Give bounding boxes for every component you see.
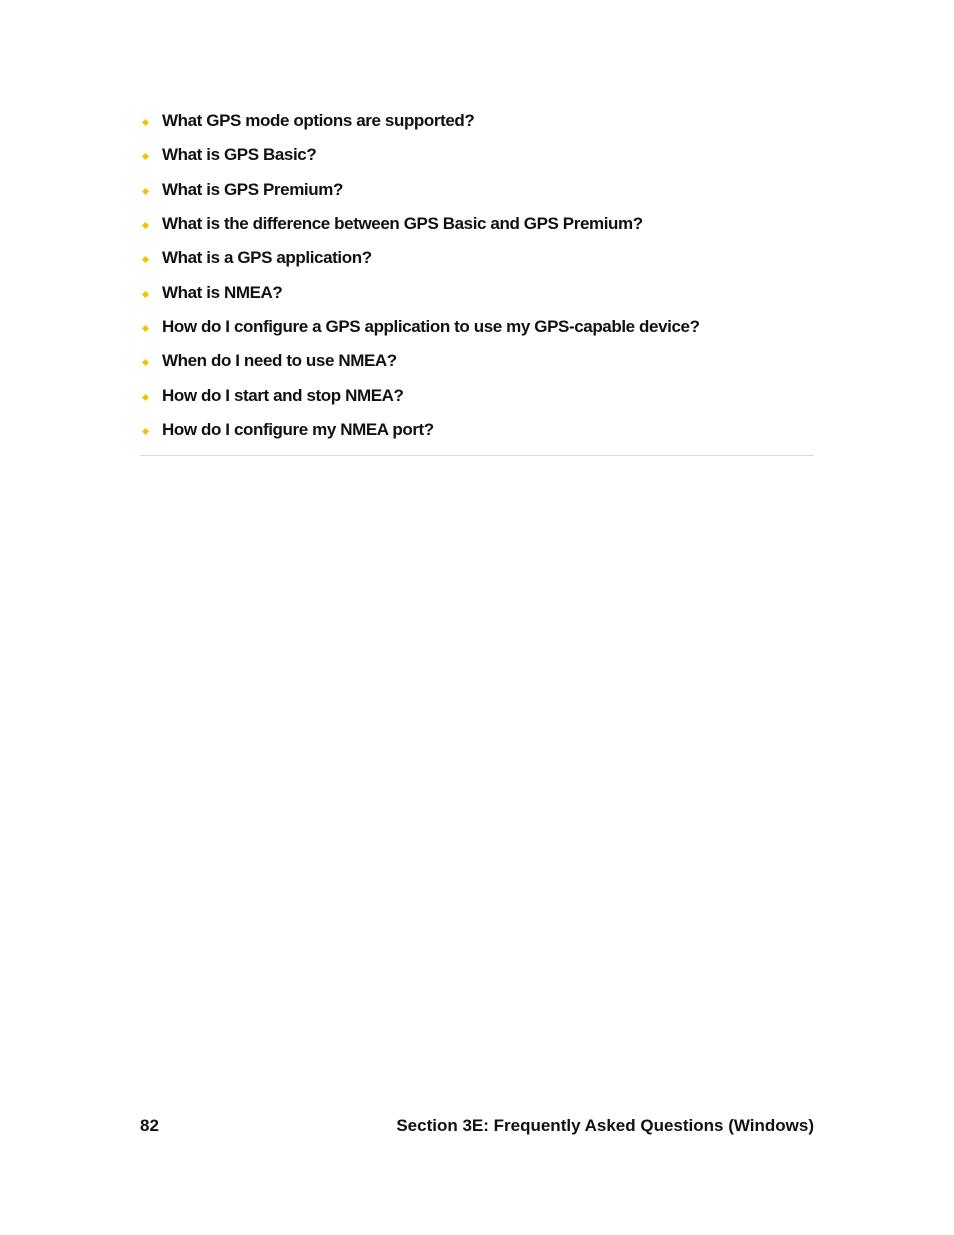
faq-item[interactable] [140,344,814,378]
diamond-bullet-icon [142,291,149,298]
faq-question-text: What GPS mode options are supported? [162,111,475,131]
faq-question-text: What is GPS Premium? [162,179,343,199]
diamond-bullet-icon [142,222,149,229]
faq-question-text: How do I configure my NMEA port? [162,419,434,439]
faq-item[interactable] [140,378,814,412]
faq-question-text: What is the difference between GPS Basic and GPS Premium? [162,214,643,234]
diamond-bullet-icon [142,325,149,332]
page-number: 82 [140,1116,159,1135]
faq-item[interactable] [140,413,814,447]
faq-item[interactable] [140,173,814,207]
faq-question-text: What is a GPS application? [162,248,372,268]
diamond-bullet-icon [142,393,149,400]
faq-item[interactable] [140,310,814,344]
section-divider [140,455,814,456]
faq-item[interactable] [140,138,814,172]
faq-question-list [140,104,814,447]
faq-question-text: What is NMEA? [162,282,283,302]
faq-item[interactable] [140,104,814,138]
faq-question-text: How do I start and stop NMEA? [162,385,404,405]
diamond-bullet-icon [142,188,149,195]
faq-question-text: How do I configure a GPS application to use my GPS-capable device? [162,316,700,336]
diamond-bullet-icon [142,359,149,366]
faq-question-text: What is GPS Basic? [162,145,317,165]
faq-item[interactable] [140,207,814,241]
diamond-bullet-icon [142,428,149,435]
diamond-bullet-icon [142,153,149,160]
section-title: Section 3E: Frequently Asked Questions (Windows) [396,1116,814,1135]
diamond-bullet-icon [142,119,149,126]
page-footer [140,1116,814,1136]
diamond-bullet-icon [142,256,149,263]
faq-question-text: When do I need to use NMEA? [162,351,397,371]
faq-item[interactable] [140,275,814,309]
faq-item[interactable] [140,241,814,275]
